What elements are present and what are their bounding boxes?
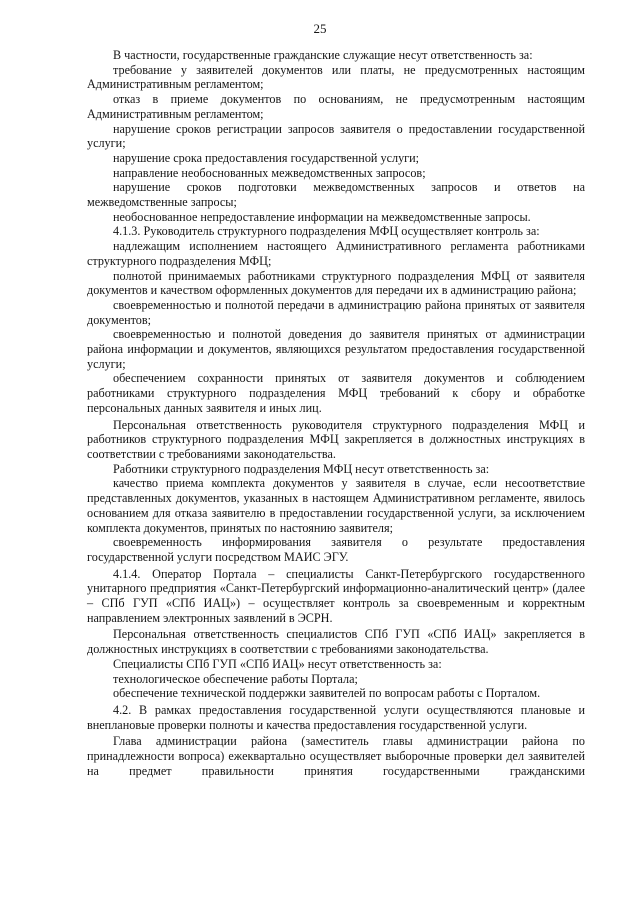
paragraph: полнотой принимаемых работниками структурного подразделения МФЦ от заявителя документов и качеством оформленных документов для передачи их в администрацию района; bbox=[87, 268, 585, 298]
paragraph: Специалисты СПб ГУП «СПб ИАЦ» несут ответственность за: bbox=[113, 656, 442, 671]
paragraph: нарушение сроков подготовки межведомственных запросов и ответов на межведомственные запросы; bbox=[87, 180, 585, 210]
paragraph: направление необоснованных межведомственных запросов; bbox=[113, 165, 426, 180]
document-body bbox=[87, 48, 585, 778]
paragraph: своевременность информирования заявителя о результате предоставления государственной услуги посредством МАИС ЭГУ. bbox=[87, 535, 585, 564]
paragraph: отказ в приеме документов по основаниям, не предусмотренным настоящим Административным регламентом; bbox=[87, 92, 585, 121]
paragraph: своевременностью и полнотой доведения до заявителя принятых от администрации района информации и документов, являющихся результатом предоставления государственной услуги; bbox=[87, 327, 585, 371]
paragraph: 4.1.4. Оператор Портала – специалисты Санкт-Петербургского государственного унитарного предприятия «Санкт-Петербургский информационно-аналитический центр» (далее – СПб ГУП «СПб ИАЦ») – осуществляет контроль за своевременным и корректным направлением электронных заявлений в ЭСРН. bbox=[87, 566, 585, 625]
paragraph: обеспечение технической поддержки заявителей по вопросам работы с Порталом. bbox=[113, 686, 541, 701]
paragraph: нарушение сроков регистрации запросов заявителя о предоставлении государственной услуги; bbox=[87, 121, 585, 151]
paragraph: Работники структурного подразделения МФЦ несут ответственность за: bbox=[113, 461, 490, 476]
paragraph: качество приема комплекта документов у заявителя в случае, если несоответствие представленных документов, указанных в настоящем Административном регламенте, явилось основанием для отказа заявителю в предоставлении государственной услуги, за исключением комплекта документов, принятых по настоянию заявителя; bbox=[87, 476, 585, 535]
paragraph: своевременностью и полнотой передачи в администрацию района принятых от заявителя документов; bbox=[87, 297, 585, 327]
paragraph: Глава администрации района (заместитель главы администрации района по принадлежности вопроса) ежеквартально осуществляет выборочные проверки дел заявителей на предмет правильности принятия государственными гражданскими bbox=[87, 734, 585, 778]
paragraph: Персональная ответственность руководителя структурного подразделения МФЦ и работников структурного подразделения МФЦ закрепляется в должностных инструкциях в соответствии с требованиями законодательства. bbox=[87, 417, 585, 461]
paragraph: необоснованное непредоставление информации на межведомственные запросы. bbox=[113, 209, 531, 224]
paragraph: В частности, государственные гражданские служащие несут ответственность за: bbox=[113, 48, 533, 62]
paragraph: надлежащим исполнением настоящего Административного регламента работниками структурного подразделения МФЦ; bbox=[87, 239, 585, 268]
paragraph: нарушение срока предоставления государственной услуги; bbox=[113, 150, 420, 165]
paragraph: требование у заявителей документов или платы, не предусмотренных настоящим Административным регламентом; bbox=[87, 62, 585, 92]
paragraph: обеспечением сохранности принятых от заявителя документов и соблюдением работниками структурного подразделения МФЦ требований к сбору и обработке персональных данных заявителя и иных лиц. bbox=[87, 371, 585, 415]
paragraph: 4.1.3. Руководитель структурного подразделения МФЦ осуществляет контроль за: bbox=[113, 224, 540, 239]
paragraph: Персональная ответственность специалистов СПб ГУП «СПб ИАЦ» закрепляется в должностных инструкциях в соответствии с требованиями законодательства. bbox=[87, 627, 585, 657]
paragraph: 4.2. В рамках предоставления государственной услуги осуществляются плановые и внеплановые проверки полноты и качества предоставления государственной услуги. bbox=[87, 702, 585, 732]
paragraph: технологическое обеспечение работы Портала; bbox=[113, 671, 358, 686]
page-number: 25 bbox=[313, 21, 327, 36]
